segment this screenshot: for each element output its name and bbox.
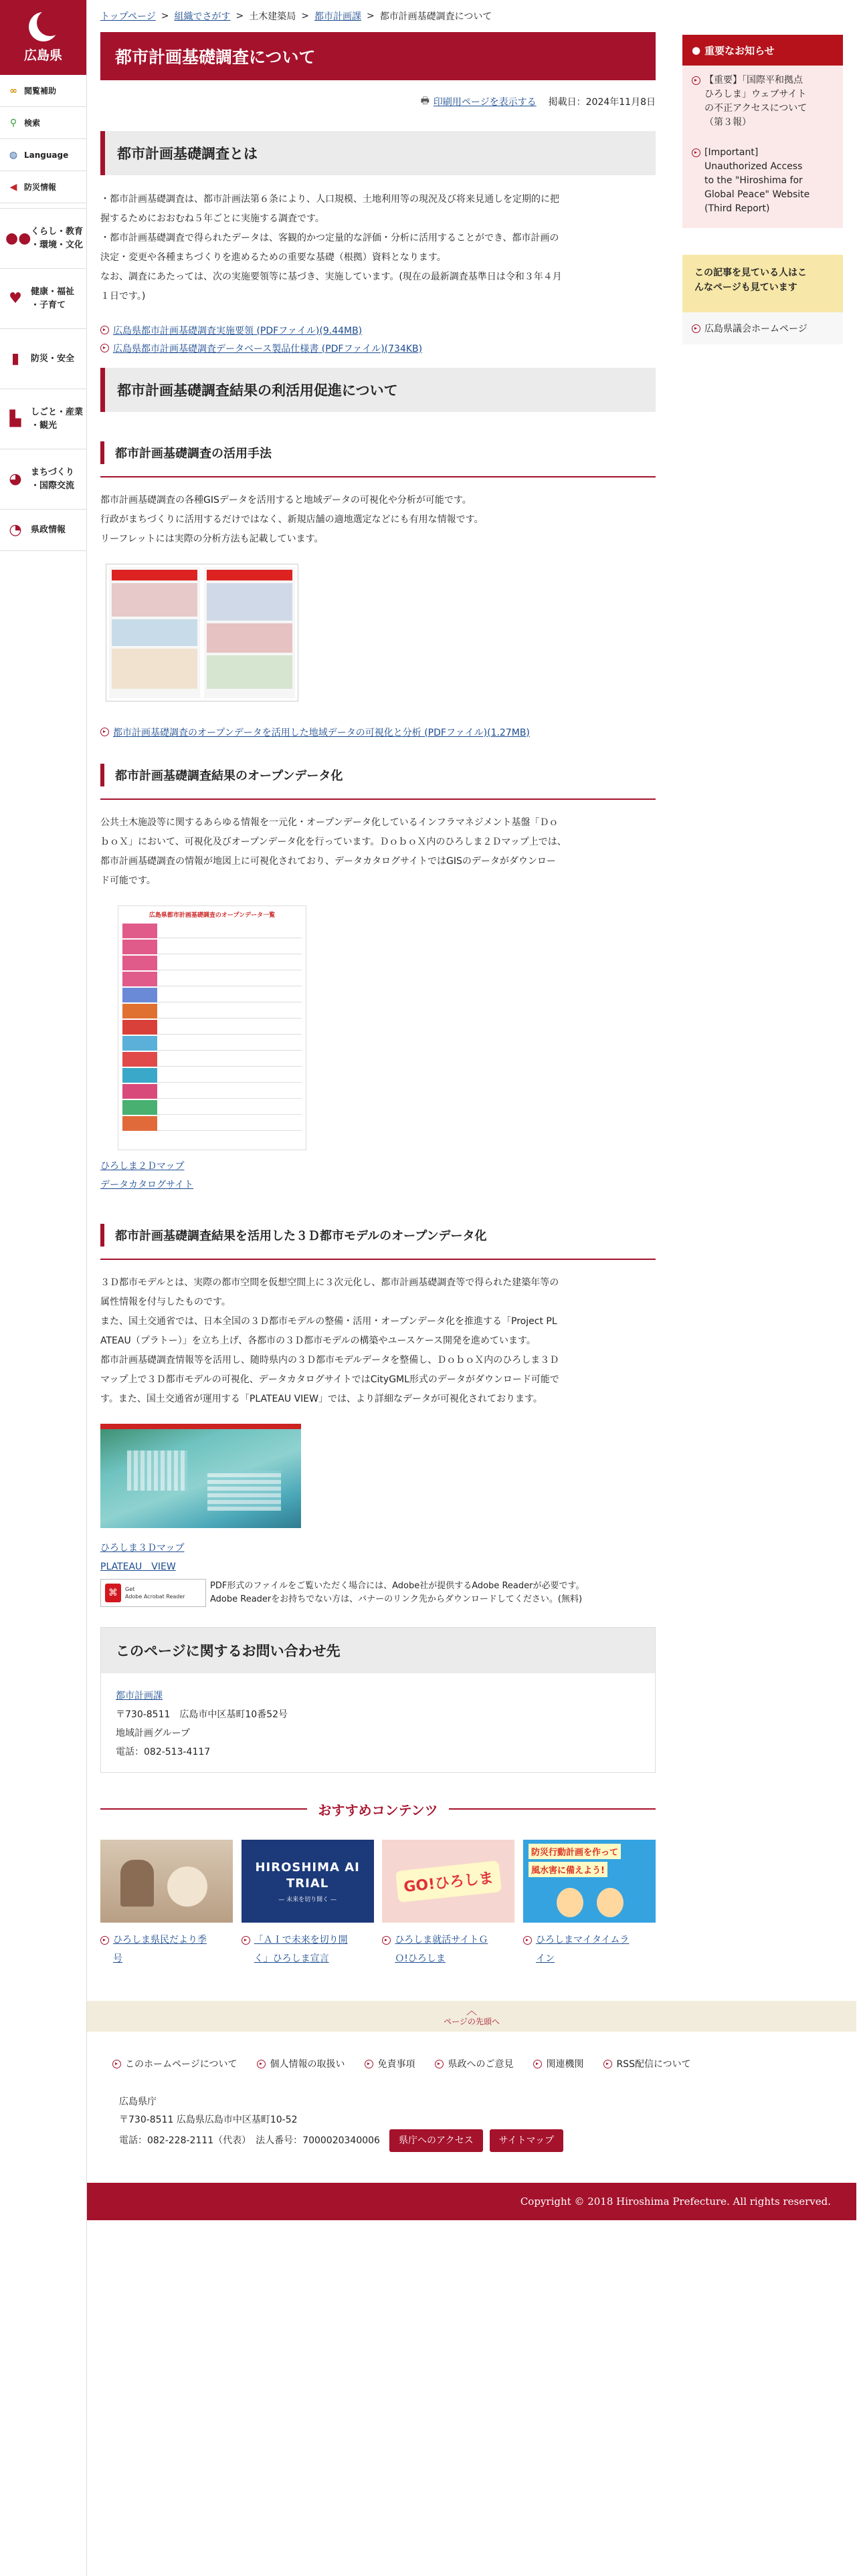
subheading-3d-model: 都市計画基礎調査結果を活用した３Ｄ都市モデルのオープンデータ化 [100, 1224, 656, 1247]
important-notices [682, 35, 843, 228]
sidebar-item-accessibility[interactable]: ∞ 閲覧補助 [0, 75, 86, 107]
breadcrumb-bureau: 土木建築局 [249, 11, 296, 22]
3d-city-model-image[interactable] [100, 1424, 301, 1528]
footer-link-privacy[interactable]: 個人情報の取扱い [270, 2059, 345, 2070]
search-icon: ⚲ [9, 117, 17, 128]
contact-box [100, 1627, 656, 1773]
recommend-banner-kenmin [100, 1840, 233, 1923]
footer-link-rss[interactable]: RSS配信について [616, 2059, 691, 2070]
recommend-banner-ai-trial: HIROSHIMA AI TRIAL — 未来を切り開く — [242, 1840, 374, 1923]
sidebar [0, 0, 87, 2576]
pie-chart-icon: ◔ [9, 522, 22, 538]
arrow-circle-icon [523, 1936, 532, 1945]
notice-item[interactable]: [Important] Unauthorized Access to the "Hiroshima for Global Peace" Website (Third Report) [682, 138, 843, 228]
extinguisher-icon: ▮ [11, 350, 20, 367]
sidebar-item-safety[interactable]: ▮ 防災・安全 [0, 329, 86, 389]
page-title: 都市計画基礎調査について [100, 32, 656, 80]
sidebar-item-health[interactable]: ♥ 健康・福祉 ・子育て [0, 269, 86, 329]
arrow-circle-icon [692, 324, 700, 333]
arrow-circle-icon [692, 148, 700, 157]
pdf-link-spec[interactable]: 広島県都市計画基礎調査データベース製品仕様書 (PDFファイル)(734KB) [100, 339, 656, 357]
related-pages [682, 255, 843, 344]
sidebar-item-disaster[interactable]: ◀ 防災情報 [0, 171, 86, 203]
recommend-heading: おすすめコンテンツ [100, 1796, 656, 1822]
section-heading-about: 都市計画基礎調査とは [100, 131, 656, 175]
recommend-card[interactable]: HIROSHIMA AI TRIAL — 未来を切り開く — 「ＡＩで未来を切り開 く」ひろしま宣言 [242, 1840, 374, 1968]
section-heading-utilization: 都市計画基礎調査結果の利活用促進について [100, 368, 656, 412]
link-data-catalog[interactable]: データカタログサイト [100, 1180, 194, 1190]
arrow-circle-icon [257, 2060, 266, 2068]
notice-item[interactable]: 【重要】「国際平和拠点 ひろしま」ウェブサイト の不正アクセスについて （第３報） [682, 66, 843, 138]
breadcrumb-home[interactable]: トップページ [100, 11, 156, 22]
arrow-circle-icon [382, 1936, 391, 1945]
sidebar-item-work[interactable]: ▙ しごと・産業 ・観光 [0, 389, 86, 449]
recommend-banner-go-hiroshima: GO!ひろしま [382, 1840, 514, 1923]
link-3d-map[interactable]: ひろしま３Ｄマップ [100, 1543, 185, 1553]
recommend-banner-my-timeline: 防災行動計画を作って 風水害に備えよう! [523, 1840, 656, 1923]
hiroshima-emblem-icon [29, 12, 58, 41]
megaphone-icon: ◀ [9, 181, 17, 193]
breadcrumb-current: 都市計画基礎調査について [379, 11, 492, 22]
published-date: 掲載日：2024年11月8日 [548, 97, 656, 108]
pdf-link-guidelines[interactable]: 広島県都市計画基礎調査実施要領 (PDFファイル)(9.44MB) [100, 321, 656, 339]
page-top-button[interactable]: ︿ ページの先頭へ [87, 2001, 856, 2032]
sidebar-item-language[interactable]: ◍ Language [0, 139, 86, 171]
factory-icon: ▙ [9, 411, 21, 427]
arrow-circle-icon [100, 344, 109, 352]
leaflet-thumbnail[interactable] [106, 564, 298, 702]
footer-address: 広島県庁 〒730-8511 広島県広島市中区基町10-52 電話：082-228-2111（代表） 法人番号：7000020340006 県庁へのアクセス サイトマップ [119, 2093, 563, 2152]
chevron-up-icon: ︿ [466, 2004, 477, 2017]
about-paragraph: ・都市計画基礎調査は、都市計画法第６条により、人口規模、土地利用等の現況及び将来見通しを定期的に把 握するためにおおむね５年ごとに実施する調査です。 ・都市計画基礎調査で得られたデータは、客観的かつ定量的な評価・分析に活用することができ、都市計画の 決定・変更や各種まちづくりを進めるための重要な基礎（根拠）資料となります。 なお、調査にあたっては、次の実施要領等に基づき、実施しています。(現在の最新調査基準日は令和３年４月 １日です。) [100, 194, 562, 302]
contact-department-link[interactable]: 都市計画課 [116, 1691, 163, 1701]
arrow-circle-icon [365, 2060, 373, 2068]
link-2d-map[interactable]: ひろしま２Ｄマップ [100, 1161, 185, 1172]
contact-address: 〒730-8511 広島市中区基町10番52号 [116, 1709, 288, 1720]
right-column [682, 35, 843, 344]
recommend-card[interactable]: GO!ひろしま ひろしま就活サイトＧ Ｏ!ひろしま [382, 1840, 514, 1968]
opendata-table-title: 広島県都市計画基礎調査のオープンデータ一覧 [149, 912, 276, 919]
footer-links [112, 2057, 711, 2070]
recommend-card[interactable]: ひろしま県民だより季 号 [100, 1840, 233, 1968]
subheading-method: 都市計画基礎調査の活用手法 [100, 441, 656, 464]
adobe-pdf-icon: ⌘ [105, 1584, 121, 1602]
arrow-circle-icon [692, 76, 700, 85]
sidebar-item-prefgov[interactable]: ◔ 県政情報 [0, 510, 86, 551]
arrow-circle-icon [100, 326, 109, 334]
breadcrumb: トップページ > 組織でさがす > 土木建築局 > 都市計画課 > 都市計画基礎調査について [100, 11, 492, 22]
arrow-circle-icon [112, 2060, 121, 2068]
adobe-reader-banner[interactable]: ⌘ Get Adobe Acrobat Reader [100, 1579, 206, 1607]
pdf-link-leaflet[interactable]: 都市計画基礎調査のオープンデータを活用した地域データの可視化と分析 (PDFファイル)(1.27MB) [100, 723, 656, 741]
contact-tel: 電話：082-513-4117 [116, 1747, 211, 1757]
related-page-item[interactable]: 広島県議会ホームページ [682, 312, 843, 344]
link-plateau-view[interactable]: PLATEAU VIEW [100, 1562, 176, 1572]
arrow-circle-icon [435, 2060, 444, 2068]
globe-map-icon: ◕ [9, 471, 22, 488]
heart-icon: ♥ [9, 290, 22, 307]
opendata-table-image[interactable] [118, 905, 306, 1150]
globe-icon: ◍ [9, 149, 18, 160]
arrow-circle-icon [242, 1936, 250, 1945]
contact-group: 地域計画グループ [116, 1728, 190, 1739]
opendata-paragraph: 公共土木施設等に関するあらゆる情報を一元化・オープンデータ化しているインフラマネジメント基盤「Ｄｏ ｂｏＸ」において、可視化及びオープンデータ化を行っています。ＤｏｂｏＸ内のひろしま２Ｄマップ上では、 都市計画基礎調査の情報が地図上に可視化されており、データカタログサイトではGISのデータがダウンロー ド可能です。 [100, 817, 567, 886]
sitemap-button[interactable]: サイトマップ [490, 2129, 563, 2152]
arrow-circle-icon [533, 2060, 542, 2068]
footer-link-opinion[interactable]: 県政へのご意見 [448, 2059, 514, 2070]
site-logo[interactable]: 広島県 [0, 0, 86, 75]
related-pages-heading: この記事を見ている人はこ んなページも見ています [682, 255, 843, 312]
print-link[interactable]: 印刷用ページを表示する [433, 97, 537, 108]
breadcrumb-division[interactable]: 都市計画課 [314, 11, 361, 22]
recommend-card[interactable]: 防災行動計画を作って 風水害に備えよう! ひろしまマイタイムラ イン [523, 1840, 656, 1968]
important-notices-heading: ● 重要なお知らせ [682, 35, 843, 66]
sidebar-item-search[interactable]: ⚲ 検索 [0, 107, 86, 139]
footer-link-disclaimer[interactable]: 免責事項 [377, 2059, 415, 2070]
opendata-table-rows [122, 924, 302, 1131]
footer-link-related[interactable]: 関連機関 [546, 2059, 584, 2070]
breadcrumb-organization[interactable]: 組織でさがす [174, 11, 231, 22]
footer-link-about[interactable]: このホームページについて [125, 2059, 237, 2070]
adobe-reader-notice: ⌘ Get Adobe Acrobat Reader PDF形式のファイルをご覧いただく場合には、Adobe社が提供するAdobe Readerが必要です。 Adobe Readerをお持ちでない方は、バナーのリンク先からダウンロードしてください。(無料) [100, 1579, 656, 1607]
printer-icon: 🖶 [420, 96, 430, 106]
copyright-bar: Copyright © 2018 Hiroshima Prefecture. All rights reserved. [87, 2183, 856, 2220]
arrow-circle-icon [603, 2060, 612, 2068]
glasses-icon: ∞ [9, 85, 17, 96]
sidebar-item-town[interactable]: ◕ まちづくり ・国際交流 [0, 449, 86, 510]
info-icon: ● [692, 44, 701, 56]
subheading-opendata: 都市計画基礎調査結果のオープンデータ化 [100, 764, 656, 786]
method-paragraph: 都市計画基礎調査の各種GISデータを活用すると地域データの可視化や分析が可能です。 行政がまちづくりに活用するだけではなく、新規店舗の適地選定などにも有用な情報です。 リーフレットには実際の分析方法も記載しています。 [100, 495, 484, 544]
arrow-circle-icon [100, 728, 109, 736]
access-button[interactable]: 県庁へのアクセス [389, 2129, 483, 2152]
recommend-list [100, 1840, 656, 1968]
main-content [100, 0, 656, 1968]
arrow-circle-icon [100, 1936, 109, 1945]
people-icon: ●● [5, 230, 31, 247]
3d-model-paragraph: ３Ｄ都市モデルとは、実際の都市空間を仮想空間上に３次元化し、都市計画基礎調査等で得られた建築年等の 属性情報を付与したものです。 また、国土交通省では、日本全国の３Ｄ都市モデルの整備・活用・オープンデータ化を推進する「Project PL ATEAU（プラトー）」を立ち上げ、各都市の３Ｄ都市モデルの構築やユースケース開発を進めています。 都市計画基礎調査情報等を活用し、随時県内の３Ｄ都市モデルデータを整備し、ＤｏｂｏＸ内のひろしま３Ｄ マップ上で３Ｄ都市モデルの可視化、データカタログサイトではCityGML形式のデータがダウンロード可能で す。また、国土交通省が運用する「PLATEAU VIEW」では、より詳細なデータが可視化されております。 [100, 1277, 559, 1404]
contact-heading: このページに関するお問い合わせ先 [101, 1628, 655, 1673]
sidebar-item-living[interactable]: ●● くらし・教育 ・環境・文化 [0, 209, 86, 269]
page-meta [100, 80, 656, 123]
